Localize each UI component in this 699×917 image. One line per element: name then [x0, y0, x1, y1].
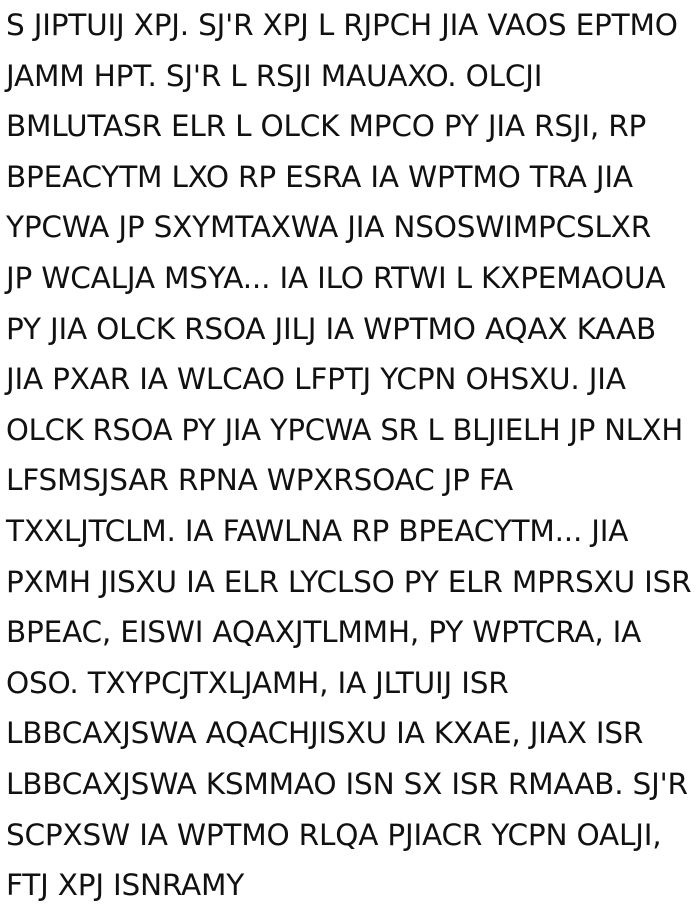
- text-line-8: JIA PXAR IA WLCAO LFPTJ YCPN OHSXU. JIA: [6, 362, 626, 397]
- text-line-3: BMLUTASR ELR L OLCK MPCO PY JIA RSJI, RP: [6, 109, 647, 144]
- text-line-17: SCPXSW IA WPTMO RLQA PJIACR YCPN OALJI,: [6, 817, 662, 852]
- text-line-16: LBBCAXJSWA KSMMAO ISN SX ISR RMAAB. SJ'R: [6, 766, 688, 801]
- text-line-9: OLCK RSOA PY JIA YPCWA SR L BLJIELH JP NLXH: [6, 412, 683, 447]
- text-line-10: LFSMSJSAR RPNA WPXRSOAC JP FA: [6, 463, 513, 498]
- text-line-7: PY JIA OLCK RSOA JILJ IA WPTMO AQAX KAAB: [6, 311, 657, 346]
- cipher-text-block: [6, 0, 694, 911]
- text-line-14: OSO. TXYPCJTXLJAMH, IA JLTUIJ ISR: [6, 665, 509, 700]
- text-line-15: LBBCAXJSWA AQACHJISXU IA KXAE, JIAX ISR: [6, 716, 644, 751]
- text-line-2: JAMM HPT. SJ'R L RSJI MAUAXO. OLCJI: [6, 58, 543, 93]
- text-line-18: FTJ XPJ ISNRAMY: [6, 868, 245, 903]
- text-line-1: S JIPTUIJ XPJ. SJ'R XPJ L RJPCH JIA VAOS EPTMO: [6, 8, 678, 42]
- text-line-4: BPEACYTM LXO RP ESRA IA WPTMO TRA JIA: [6, 159, 633, 194]
- text-line-13: BPEAC, EISWI AQAXJTLMMH, PY WPTCRA, IA: [6, 615, 642, 650]
- text-line-6: JP WCALJA MSYA... IA ILO RTWI L KXPEMAOUA: [6, 260, 666, 295]
- text-line-11: TXXLJTCLM. IA FAWLNA RP BPEACYTM... JIA: [6, 513, 629, 548]
- text-line-12: PXMH JISXU IA ELR LYCLSO PY ELR MPRSXU ISR: [6, 564, 692, 599]
- text-line-5: YPCWA JP SXYMTAXWA JIA NSOSWIMPCSLXR: [6, 210, 652, 245]
